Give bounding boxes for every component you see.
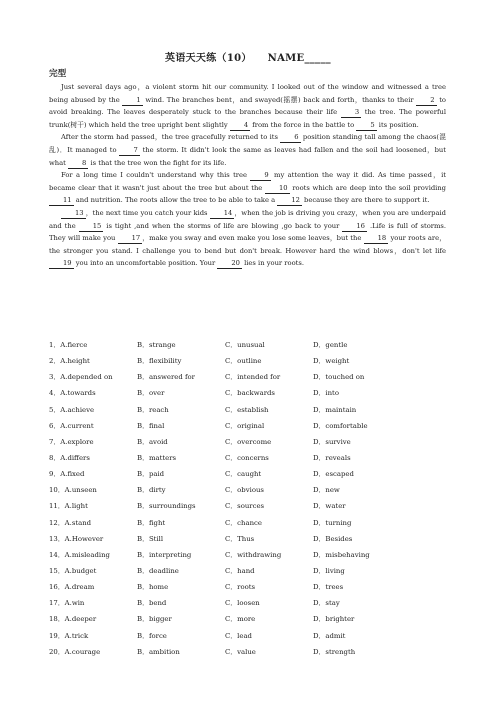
option-11-d: D．water <box>313 502 346 511</box>
option-2-d: D．weight <box>313 357 350 366</box>
option-18-c: C．more <box>225 615 256 624</box>
option-16-a: 16．A.dream <box>49 583 95 592</box>
page-title <box>0 49 496 64</box>
passage-text: ，the next time you catch your kids <box>85 208 210 217</box>
blank-8: 8 <box>68 158 88 169</box>
passage-text: and nutrition. The roots allow the tree to be able to take a <box>73 196 278 205</box>
option-6-c: C．original <box>225 421 265 430</box>
blank-15: 15 <box>79 221 104 232</box>
blank-17: 17 <box>118 233 143 244</box>
answer-options-list <box>49 336 449 659</box>
option-13-c: C．Thus <box>225 534 255 543</box>
option-10-d: D．new <box>313 486 340 495</box>
option-5-d: D．maintain <box>313 405 357 414</box>
option-15-a: 15．A.budget <box>49 567 97 576</box>
blank-11: 11 <box>49 195 74 206</box>
option-row-15 <box>49 562 449 578</box>
passage-text: because they are there to support it. <box>301 196 430 205</box>
option-row-12 <box>49 514 449 530</box>
option-20-d: D．strength <box>313 647 356 656</box>
option-2-c: C．outline <box>225 357 262 366</box>
option-20-a: 20．A.courage <box>49 647 101 656</box>
blank-3: 3 <box>341 107 361 118</box>
passage-text: ，make you sway and even make you lose some leaves，but the <box>142 234 364 243</box>
option-17-b: B．bend <box>137 599 167 608</box>
blank-7: 7 <box>119 145 139 156</box>
section-heading: 完型 <box>49 69 67 79</box>
option-4-b: B．over <box>137 389 165 398</box>
option-5-b: B．reach <box>137 405 169 414</box>
blank-4: 4 <box>230 120 250 131</box>
option-4-d: D．into <box>313 389 339 398</box>
blank-13: 13 <box>61 208 86 219</box>
option-6-a: 6．A.current <box>49 421 94 430</box>
blank-10: 10 <box>265 183 290 194</box>
passage-paragraph-2 <box>49 131 446 169</box>
option-row-11 <box>49 497 449 513</box>
option-9-d: D．escaped <box>313 470 354 479</box>
option-9-b: B．paid <box>137 470 165 479</box>
option-6-d: D．comfortable <box>313 421 368 430</box>
option-11-a: 11．A.light <box>49 502 88 511</box>
option-19-b: B．force <box>137 631 167 640</box>
blank-1: 1 <box>122 95 142 106</box>
option-row-6 <box>49 417 449 433</box>
blank-9: 9 <box>250 170 270 181</box>
passage-text: its position. <box>376 120 419 129</box>
option-1-c: C．unusual <box>225 341 265 350</box>
passage-text: position standing tall among the chaos(混乱)．It managed to <box>49 133 446 154</box>
option-11-c: C．sources <box>225 502 265 511</box>
option-18-d: D．brighter <box>313 615 355 624</box>
option-row-1 <box>49 336 449 352</box>
option-15-b: B．deadline <box>137 567 179 576</box>
option-7-c: C．overcome <box>225 437 272 446</box>
passage-text: ，when the job is driving you crazy，when you are underpaid and the <box>49 208 447 230</box>
option-row-13 <box>49 530 449 546</box>
option-17-a: 17．A.win <box>49 599 85 608</box>
option-16-b: B．home <box>137 583 169 592</box>
blank-19: 19 <box>49 258 74 269</box>
option-row-17 <box>49 594 449 610</box>
option-8-a: 8．A.differs <box>49 454 90 463</box>
blank-16: 16 <box>342 221 367 232</box>
option-row-9 <box>49 465 449 481</box>
option-row-3 <box>49 368 449 384</box>
option-14-c: C．withdrawing <box>225 550 282 559</box>
option-10-c: C．obvious <box>225 486 264 495</box>
option-1-a: 1．A.fierce <box>49 341 88 350</box>
blank-5: 5 <box>356 120 376 131</box>
option-row-14 <box>49 546 449 562</box>
option-12-a: 12．A.stand <box>49 518 92 527</box>
option-8-d: D．reveals <box>313 454 351 463</box>
option-3-b: B．answered for <box>137 373 195 382</box>
option-12-d: D．turning <box>313 518 352 527</box>
passage-text: is tight ,and when the storms of life are blowing ,go back to your <box>103 221 343 230</box>
passage-paragraph-1 <box>49 81 446 131</box>
option-8-b: B．matters <box>137 454 177 463</box>
option-13-d: D．Besides <box>313 534 353 543</box>
option-6-b: B．final <box>137 421 165 430</box>
option-5-a: 5．A.achieve <box>49 405 95 414</box>
option-row-5 <box>49 401 449 417</box>
option-8-c: C．concerns <box>225 454 269 463</box>
passage-text: the storm. It didn't look the same as leaves had fallen and the soil had loosened，but what <box>49 145 446 167</box>
option-3-d: D．touched on <box>313 373 365 382</box>
option-16-d: D．trees <box>313 583 344 592</box>
option-3-a: 3．A.depended on <box>49 373 113 382</box>
option-13-a: 13．A.However <box>49 534 104 543</box>
option-9-c: C．caught <box>225 470 262 479</box>
name-field-label: NAME_____ <box>267 53 331 64</box>
option-4-c: C．backwards <box>225 389 275 398</box>
passage-text: to avoid breaking. The leaves desperately stuck to the branches because their life <box>49 95 446 117</box>
option-row-8 <box>49 449 449 465</box>
option-18-b: B．bigger <box>137 615 172 624</box>
passage-text: you into an uncomfortable position. Your <box>73 259 218 268</box>
option-19-d: D．admit <box>313 631 346 640</box>
option-row-19 <box>49 627 449 643</box>
option-row-10 <box>49 481 449 497</box>
option-10-b: B．dirty <box>137 486 166 495</box>
option-12-b: B．fight <box>137 518 166 527</box>
passage-text: my attention the way it did. As time passed，it became clear that it wasn't just about the tree but about the <box>49 171 447 192</box>
option-19-c: C．lead <box>225 631 252 640</box>
blank-6: 6 <box>280 132 300 143</box>
option-7-b: B．avoid <box>137 437 168 446</box>
blank-20: 20 <box>217 258 242 269</box>
option-2-b: B．flexibility <box>137 357 182 366</box>
passage-text: lies in your roots. <box>241 259 304 268</box>
option-7-d: D．survive <box>313 437 351 446</box>
option-20-c: C．value <box>225 647 256 656</box>
option-17-d: D．stay <box>313 599 340 608</box>
option-15-d: D．living <box>313 567 345 576</box>
option-2-a: 2．A.height <box>49 357 90 366</box>
option-1-d: D．gentle <box>313 341 348 350</box>
blank-14: 14 <box>210 208 235 219</box>
option-18-a: 18．A.deeper <box>49 615 97 624</box>
passage-paragraph-3 <box>49 169 446 207</box>
option-1-b: B．strange <box>137 341 176 350</box>
option-9-a: 9．A.fixed <box>49 470 85 479</box>
option-7-a: 7．A.explore <box>49 437 94 446</box>
option-row-4 <box>49 384 449 400</box>
blank-12: 12 <box>277 195 302 206</box>
option-14-d: D．misbehaving <box>313 550 370 559</box>
passage-text: wind. The branches bent，and swayed(摇摆) back and forth，thanks to their <box>142 95 417 104</box>
blank-18: 18 <box>364 233 389 244</box>
option-3-c: C．intended for <box>225 373 281 382</box>
option-17-c: C．loosen <box>225 599 260 608</box>
option-20-b: B．ambition <box>137 647 180 656</box>
option-11-b: B．surroundings <box>137 502 196 511</box>
option-14-a: 14．A.misleading <box>49 550 110 559</box>
passage-text: is that the tree won the fight for its life. <box>88 158 227 167</box>
blank-2: 2 <box>416 95 436 106</box>
option-row-20 <box>49 643 449 659</box>
option-row-7 <box>49 433 449 449</box>
option-16-c: C．roots <box>225 583 256 592</box>
cloze-passage <box>49 81 446 270</box>
option-row-2 <box>49 352 449 368</box>
passage-text: After the storm had passed，the tree gracefully returned to its <box>61 133 281 142</box>
option-19-a: 19．A.trick <box>49 631 89 640</box>
option-10-a: 10．A.unseen <box>49 486 97 495</box>
passage-text: .Life is full of storms. They will make you <box>49 221 446 243</box>
option-12-c: C．chance <box>225 518 262 527</box>
passage-text: Just several days ago，a violent storm hit our community. I looked out of the window and witnessed a tree being abused by the <box>49 83 446 104</box>
passage-text: For a long time I couldn't understand why this tree <box>61 171 251 180</box>
worksheet-title: 英语天天练（10） <box>165 53 252 64</box>
passage-text: your roots are，the stronger you stand. I challenge you to bend but don't break. However hard the wind blows，don't let life <box>49 234 446 255</box>
passage-text: from the force in the battle to <box>250 120 357 129</box>
option-4-a: 4．A.towards <box>49 389 96 398</box>
passage-text: the tree. The powerful trunk(树干) which held the tree upright bent slightly <box>49 108 446 129</box>
option-5-c: C．establish <box>225 405 269 414</box>
option-row-16 <box>49 578 449 594</box>
option-14-b: B．interpreting <box>137 550 192 559</box>
passage-paragraph-4 <box>49 207 446 270</box>
option-13-b: B．Still <box>137 534 164 543</box>
passage-text: roots which are deep into the soil providing <box>289 183 446 192</box>
option-15-c: C．hand <box>225 567 255 576</box>
option-row-18 <box>49 610 449 626</box>
